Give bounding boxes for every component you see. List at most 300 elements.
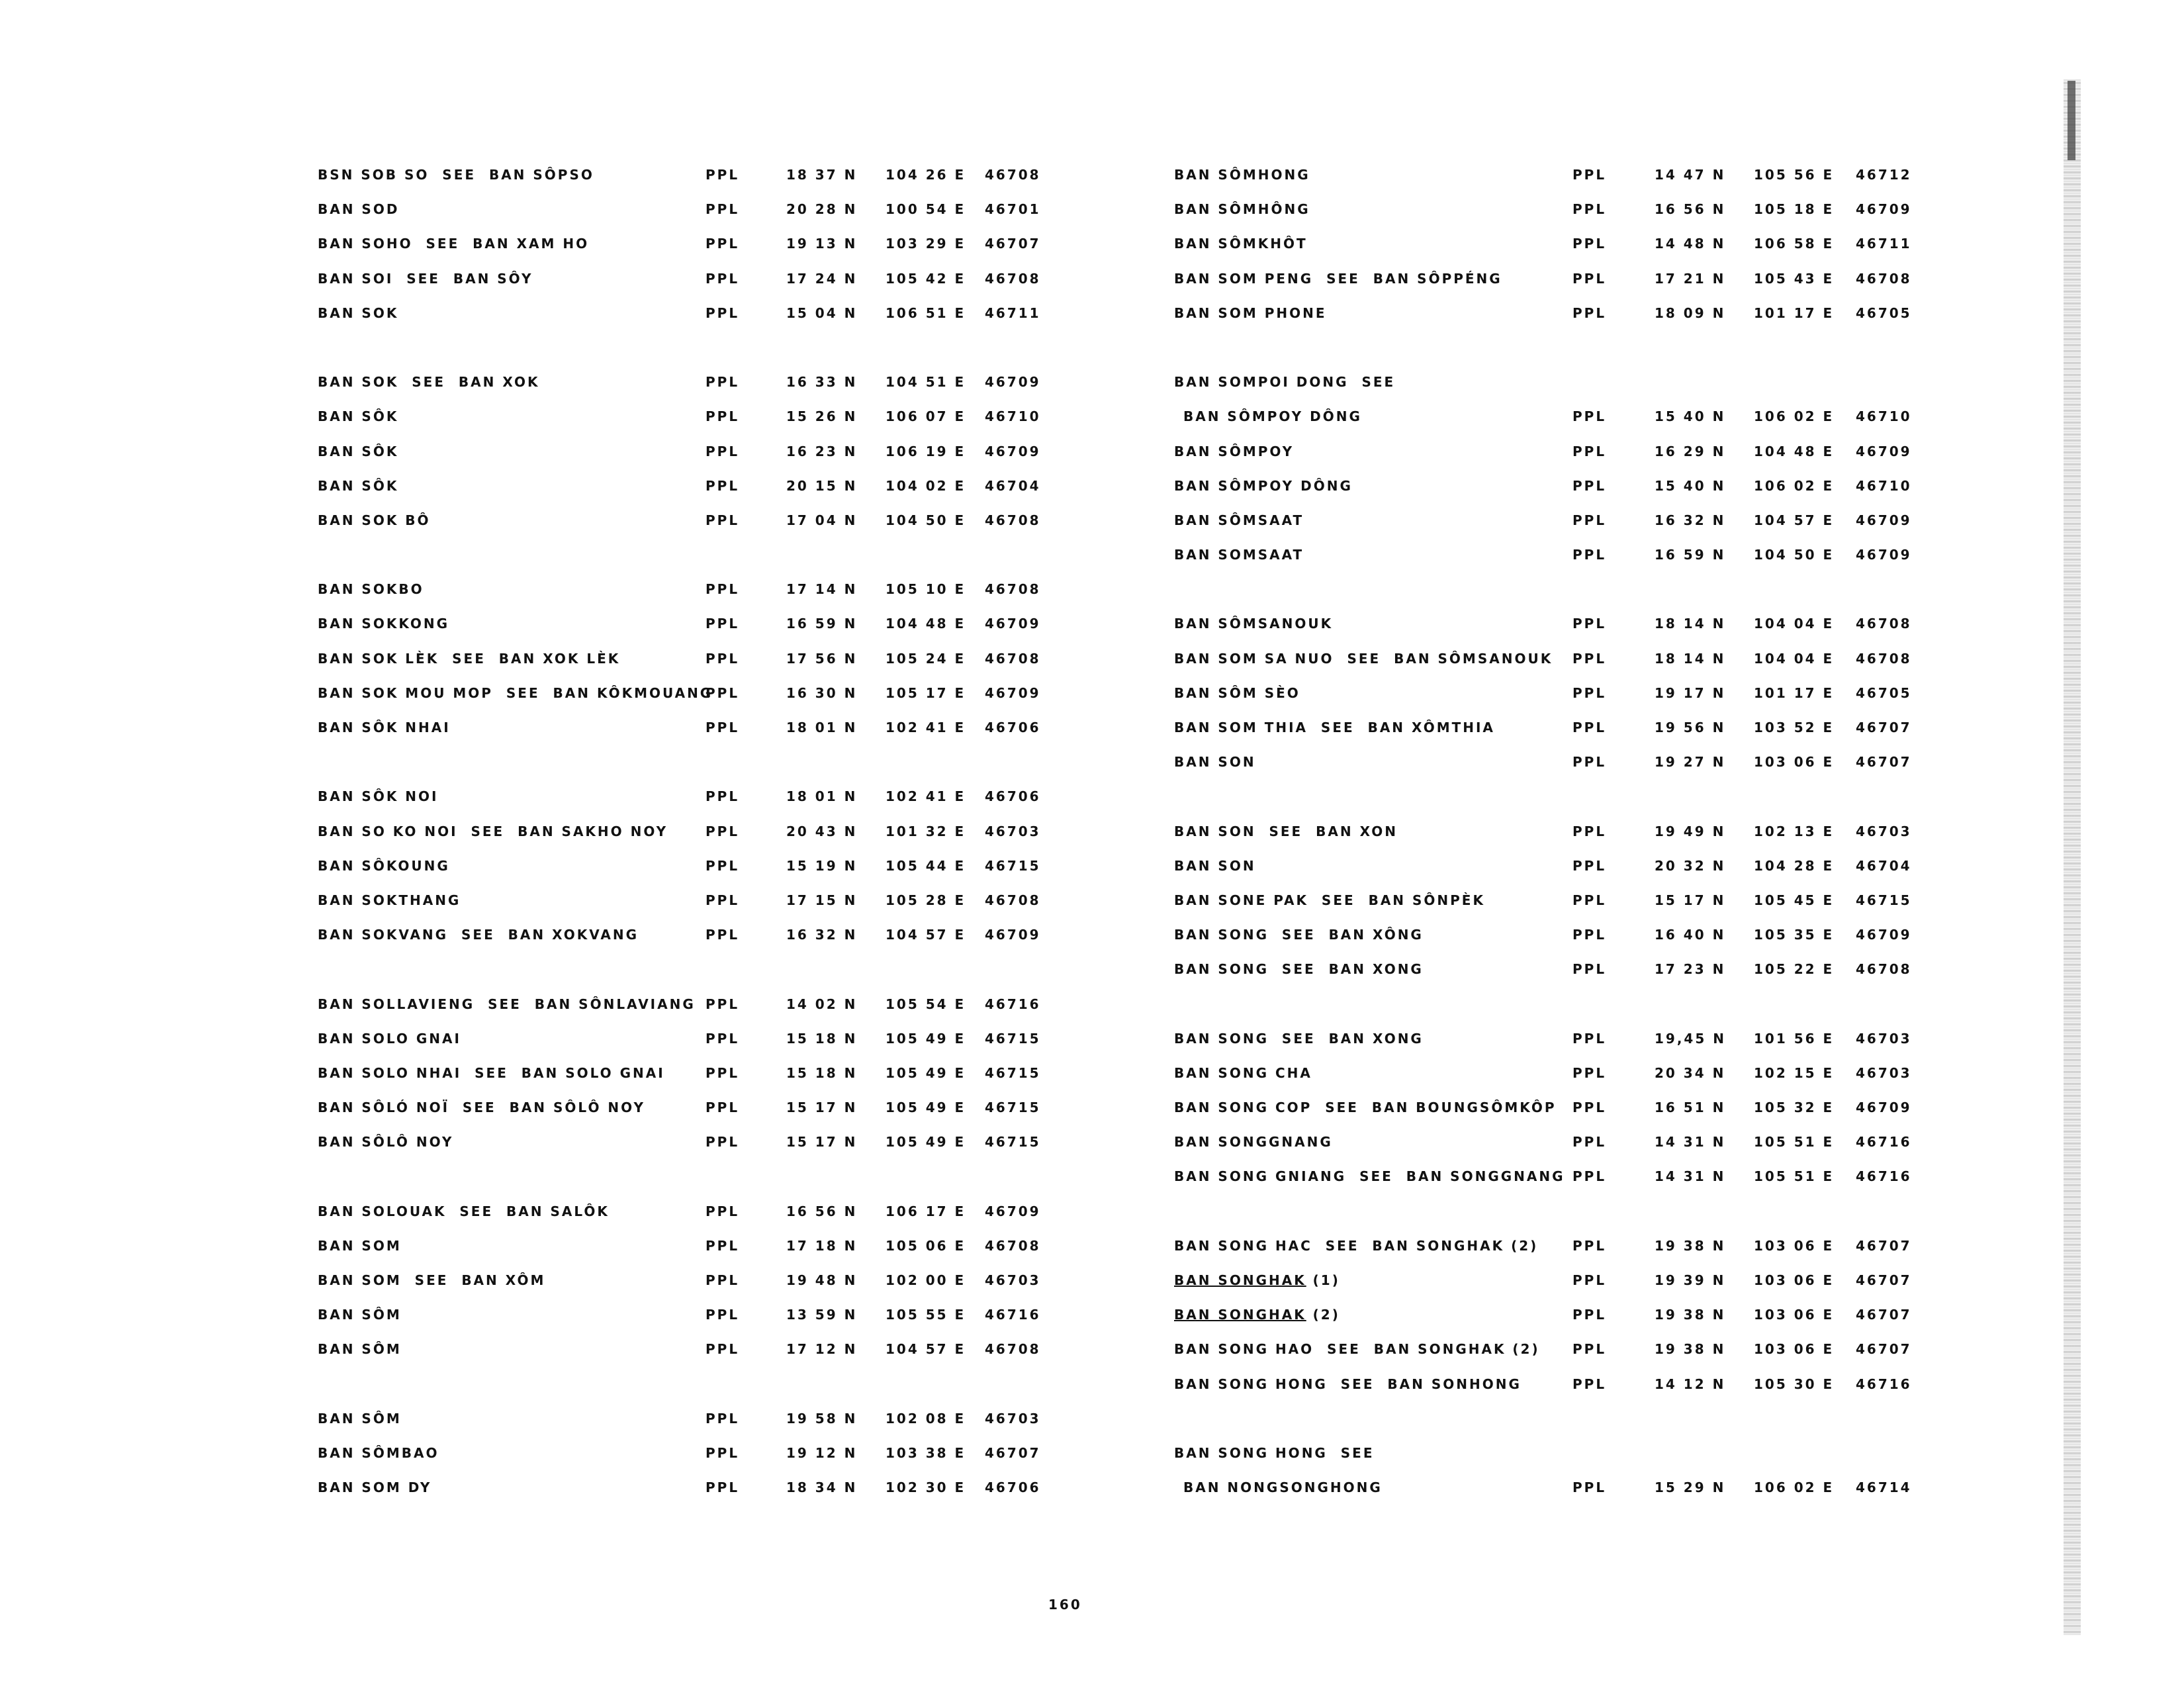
entry-latitude: 15 04 N: [786, 305, 858, 321]
entry-latitude: 18 14 N: [1655, 650, 1726, 667]
entry-longitude: 104 50 E: [886, 512, 966, 528]
entry-name: BAN SONG HONG SEE: [1174, 1444, 1375, 1461]
entry-longitude: 105 24 E: [886, 650, 966, 667]
entry-class: PPL: [1572, 1134, 1607, 1150]
entry-class: PPL: [705, 1237, 740, 1254]
entry-map-sheet: 46708: [985, 1237, 1041, 1254]
entry-map-sheet: 46708: [985, 512, 1041, 528]
entry-map-sheet: 46711: [985, 305, 1041, 321]
entry-map-sheet: 46708: [985, 892, 1041, 908]
entry-map-sheet: 46709: [985, 1203, 1041, 1219]
entry-class: PPL: [705, 927, 740, 943]
gazetteer-entry: [318, 576, 1059, 610]
gazetteer-entry: [318, 369, 1059, 403]
scan-edge-dark-mark: [2068, 81, 2075, 160]
entry-latitude: 14 47 N: [1655, 167, 1726, 183]
entry-map-sheet: 46715: [985, 1134, 1041, 1150]
entry-map-sheet: 46710: [985, 408, 1041, 425]
entry-class: PPL: [1572, 547, 1607, 563]
entry-latitude: 20 32 N: [1655, 857, 1726, 874]
entry-latitude: 18 37 N: [786, 167, 858, 183]
entry-class: PPL: [705, 857, 740, 874]
entry-longitude: 102 00 E: [886, 1272, 966, 1288]
gazetteer-entry: [318, 1233, 1059, 1267]
entry-latitude: 15 18 N: [786, 1064, 858, 1081]
gazetteer-entry: [318, 230, 1059, 265]
entry-longitude: 103 06 E: [1754, 754, 1835, 771]
entry-latitude: 16 51 N: [1655, 1100, 1726, 1116]
entry-map-sheet: 46709: [1856, 512, 1912, 528]
entry-class: PPL: [705, 374, 740, 391]
entry-class: PPL: [705, 1100, 740, 1116]
entry-latitude: 18 01 N: [786, 720, 858, 735]
entry-class: PPL: [705, 1134, 740, 1150]
gazetteer-entry: [1174, 162, 1948, 196]
entry-latitude: 16 33 N: [786, 374, 858, 391]
entry-map-sheet: 46708: [985, 167, 1041, 183]
entry-map-sheet: 46707: [1856, 754, 1912, 771]
entry-latitude: 20 28 N: [786, 201, 858, 218]
entry-latitude: 19 38 N: [1655, 1341, 1726, 1358]
entry-name: BAN SOLO NHAI SEE BAN SOLO GNAI: [318, 1064, 665, 1081]
entry-class: PPL: [1572, 443, 1607, 459]
entry-name: BAN SONG CHA: [1174, 1064, 1312, 1081]
entry-name: BAN SÔMPOY DÔNG: [1183, 408, 1362, 425]
entry-map-sheet: 46707: [985, 1444, 1041, 1461]
entry-map-sheet: 46716: [1856, 1134, 1912, 1150]
entry-longitude: 102 41 E: [886, 788, 966, 805]
entry-name: BAN SONGHAK (2): [1174, 1307, 1340, 1323]
entry-spacer: [1174, 783, 1948, 818]
entry-class: PPL: [1572, 1237, 1607, 1254]
entry-name: BAN SÔMHONG: [1174, 167, 1310, 183]
entry-class: PPL: [1572, 754, 1607, 771]
entry-spacer: [1174, 1405, 1948, 1440]
entry-class: PPL: [705, 1203, 740, 1219]
entry-longitude: 105 06 E: [886, 1237, 966, 1254]
entry-class: PPL: [705, 1479, 740, 1496]
entry-longitude: 106 02 E: [1754, 477, 1835, 494]
entry-map-sheet: 46716: [1856, 1376, 1912, 1392]
entry-class: PPL: [705, 408, 740, 425]
entry-class: PPL: [705, 788, 740, 805]
entry-latitude: 14 31 N: [1655, 1168, 1726, 1185]
entry-class: PPL: [705, 236, 740, 252]
entry-latitude: 18 14 N: [1655, 616, 1726, 632]
entry-map-sheet: 46708: [1856, 961, 1912, 978]
entry-longitude: 104 57 E: [886, 1341, 966, 1358]
gazetteer-entry: [1174, 1094, 1948, 1129]
entry-latitude: 15 40 N: [1655, 477, 1726, 494]
entry-spacer: [318, 541, 1059, 576]
entry-longitude: 106 58 E: [1754, 236, 1835, 252]
entry-latitude: 19 58 N: [786, 1410, 858, 1427]
gazetteer-entry: [1174, 1060, 1948, 1094]
entry-longitude: 105 54 E: [886, 996, 966, 1012]
entry-longitude: 104 02 E: [886, 477, 966, 494]
entry-class: PPL: [1572, 201, 1607, 218]
entry-map-sheet: 46708: [985, 650, 1041, 667]
entry-longitude: 102 08 E: [886, 1410, 966, 1427]
gazetteer-entry: [318, 300, 1059, 334]
entry-name: BAN SONGHAK (1): [1174, 1272, 1340, 1288]
entry-class: PPL: [1572, 477, 1607, 494]
entry-class: PPL: [705, 1272, 740, 1288]
entry-class: PPL: [705, 823, 740, 839]
entry-latitude: 19 38 N: [1655, 1237, 1726, 1254]
gazetteer-entry: [1174, 1267, 1948, 1301]
gazetteer-entry: [318, 991, 1059, 1025]
entry-latitude: 17 23 N: [1655, 961, 1726, 978]
entry-latitude: 16 59 N: [786, 616, 858, 632]
entry-class: PPL: [1572, 1272, 1607, 1288]
entry-map-sheet: 46714: [1856, 1479, 1912, 1496]
entry-longitude: 102 15 E: [1754, 1064, 1835, 1081]
entry-name: BAN SOK LÈK SEE BAN XOK LÈK: [318, 650, 621, 667]
entry-longitude: 103 38 E: [886, 1444, 966, 1461]
entry-class: PPL: [1572, 616, 1607, 632]
entry-latitude: 15 26 N: [786, 408, 858, 425]
entry-class: PPL: [1572, 270, 1607, 287]
entry-map-sheet: 46704: [985, 477, 1041, 494]
entry-map-sheet: 46709: [1856, 547, 1912, 563]
entry-name: BAN SONGGNANG: [1174, 1134, 1333, 1150]
entry-class: PPL: [1572, 684, 1607, 701]
gazetteer-entry: [1174, 473, 1948, 507]
right-column: [1174, 162, 1948, 1509]
entry-name: BAN SÔK NHAI: [318, 720, 451, 735]
entry-latitude: 18 01 N: [786, 788, 858, 805]
page-number: 160: [1048, 1597, 1082, 1613]
entry-class: PPL: [1572, 1479, 1607, 1496]
entry-longitude: 105 28 E: [886, 892, 966, 908]
entry-class: PPL: [705, 720, 740, 735]
entry-longitude: 105 55 E: [886, 1307, 966, 1323]
entry-name: BAN SOKBO: [318, 581, 424, 598]
entry-class: PPL: [1572, 1064, 1607, 1081]
gazetteer-entry: [318, 403, 1059, 438]
entry-class: PPL: [705, 1307, 740, 1323]
entry-longitude: 105 56 E: [1754, 167, 1835, 183]
gazetteer-entry: [318, 1198, 1059, 1233]
entry-class: PPL: [705, 167, 740, 183]
entry-map-sheet: 46706: [985, 788, 1041, 805]
entry-latitude: 17 56 N: [786, 650, 858, 667]
entry-map-sheet: 46710: [1856, 408, 1912, 425]
entry-latitude: 20 15 N: [786, 477, 858, 494]
entry-longitude: 106 19 E: [886, 443, 966, 459]
entry-longitude: 105 35 E: [1754, 927, 1835, 943]
entry-latitude: 16 56 N: [1655, 201, 1726, 218]
gazetteer-entry: [1174, 1371, 1948, 1405]
entry-longitude: 100 54 E: [886, 201, 966, 218]
entry-name: BAN SONG HAO SEE BAN SONGHAK (2): [1174, 1341, 1540, 1358]
entry-map-sheet: 46709: [1856, 443, 1912, 459]
gazetteer-entry: [1174, 1163, 1948, 1197]
entry-latitude: 15 19 N: [786, 857, 858, 874]
entry-longitude: 104 48 E: [886, 616, 966, 632]
entry-latitude: 19 38 N: [1655, 1307, 1726, 1323]
entry-latitude: 19 12 N: [786, 1444, 858, 1461]
entry-latitude: 17 24 N: [786, 270, 858, 287]
entry-class: PPL: [705, 684, 740, 701]
entry-longitude: 105 51 E: [1754, 1134, 1835, 1150]
entry-latitude: 19 13 N: [786, 236, 858, 252]
gazetteer-entry: [1174, 680, 1948, 714]
entry-class: PPL: [705, 443, 740, 459]
entry-map-sheet: 46703: [1856, 1030, 1912, 1047]
entry-name: BAN SONG GNIANG SEE BAN SONGGNANG: [1174, 1168, 1565, 1185]
entry-latitude: 19 48 N: [786, 1272, 858, 1288]
gazetteer-entry: [1174, 1129, 1948, 1163]
gazetteer-entry: [1174, 507, 1948, 541]
entry-map-sheet: 46706: [985, 1479, 1041, 1496]
entry-longitude: 105 45 E: [1754, 892, 1835, 908]
left-column: [318, 162, 1059, 1509]
entry-longitude: 104 48 E: [1754, 443, 1835, 459]
entry-name: BAN SON: [1174, 754, 1256, 771]
entry-name: BAN SON SEE BAN XON: [1174, 823, 1398, 839]
entry-latitude: 17 12 N: [786, 1341, 858, 1358]
entry-class: PPL: [705, 512, 740, 528]
entry-spacer: [1174, 991, 1948, 1025]
entry-latitude: 16 30 N: [786, 684, 858, 701]
entry-map-sheet: 46705: [1856, 684, 1912, 701]
entry-name: BAN SOKTHANG: [318, 892, 461, 908]
entry-name: BAN SOMPOI DONG SEE: [1174, 374, 1396, 391]
entry-latitude: 19 27 N: [1655, 754, 1726, 771]
entry-latitude: 13 59 N: [786, 1307, 858, 1323]
entry-name: BAN SÔMBAO: [318, 1444, 439, 1461]
gazetteer-entry: [1174, 1440, 1948, 1474]
entry-name: BAN SOM SEE BAN XÔM: [318, 1272, 546, 1288]
entry-latitude: 16 40 N: [1655, 927, 1726, 943]
gazetteer-entry: [1174, 645, 1948, 680]
gazetteer-entry: [1174, 438, 1948, 473]
entry-latitude: 14 48 N: [1655, 236, 1726, 252]
entry-class: PPL: [1572, 1030, 1607, 1047]
entry-name: BAN SÔM: [318, 1410, 402, 1427]
entry-name: BAN SÔM SÈO: [1174, 684, 1300, 701]
entry-class: PPL: [1572, 1376, 1607, 1392]
entry-map-sheet: 46707: [1856, 1237, 1912, 1254]
entry-map-sheet: 46716: [1856, 1168, 1912, 1185]
gazetteer-entry: [1174, 610, 1948, 645]
entry-name: BAN SON: [1174, 857, 1256, 874]
entry-map-sheet: 46704: [1856, 857, 1912, 874]
entry-map-sheet: 46710: [1856, 477, 1912, 494]
entry-longitude: 105 17 E: [886, 684, 966, 701]
entry-name: BAN SONG SEE BAN XÔNG: [1174, 927, 1424, 943]
entry-spacer: [318, 1371, 1059, 1405]
entry-latitude: 15 40 N: [1655, 408, 1726, 425]
gazetteer-entry: [318, 783, 1059, 818]
entry-longitude: 105 43 E: [1754, 270, 1835, 287]
entry-map-sheet: 46706: [985, 720, 1041, 735]
entry-map-sheet: 46709: [985, 927, 1041, 943]
entry-class: PPL: [705, 477, 740, 494]
gazetteer-entry: [318, 1094, 1059, 1129]
entry-latitude: 16 56 N: [786, 1203, 858, 1219]
entry-name: BAN SOLLAVIENG SEE BAN SÔNLAVIANG: [318, 996, 696, 1012]
entry-class: PPL: [705, 305, 740, 321]
gazetteer-entry: [1174, 403, 1948, 438]
entry-longitude: 101 17 E: [1754, 684, 1835, 701]
entry-map-sheet: 46708: [985, 1341, 1041, 1358]
entry-spacer: [318, 749, 1059, 783]
entry-name: BAN SÔMHÔNG: [1174, 201, 1310, 218]
entry-name: BAN SONG HONG SEE BAN SONHONG: [1174, 1376, 1522, 1392]
entry-longitude: 104 04 E: [1754, 616, 1835, 632]
entry-class: PPL: [1572, 720, 1607, 735]
entry-class: PPL: [1572, 823, 1607, 839]
entry-class: PPL: [1572, 305, 1607, 321]
entry-name: BAN SÔMKHÔT: [1174, 236, 1308, 252]
gazetteer-entry: [318, 1060, 1059, 1094]
gazetteer-entry: [318, 1440, 1059, 1474]
entry-class: PPL: [1572, 857, 1607, 874]
gazetteer-entry: [1174, 369, 1948, 403]
entry-longitude: 105 51 E: [1754, 1168, 1835, 1185]
entry-class: PPL: [1572, 1100, 1607, 1116]
entry-latitude: 15 17 N: [786, 1100, 858, 1116]
gazetteer-entry: [1174, 541, 1948, 576]
entry-class: PPL: [705, 650, 740, 667]
entry-name: BAN SOM PENG SEE BAN SÔPPÉNG: [1174, 270, 1502, 287]
gazetteer-entry: [318, 1129, 1059, 1163]
entry-longitude: 105 10 E: [886, 581, 966, 598]
entry-name: BAN SOM DY: [318, 1479, 432, 1496]
entry-name: BAN SÔM: [318, 1307, 402, 1323]
entry-longitude: 103 52 E: [1754, 720, 1835, 735]
entry-longitude: 105 30 E: [1754, 1376, 1835, 1392]
gazetteer-entry: [318, 1301, 1059, 1336]
gazetteer-entry: [318, 853, 1059, 887]
entry-longitude: 105 44 E: [886, 857, 966, 874]
entry-longitude: 106 07 E: [886, 408, 966, 425]
entry-longitude: 101 32 E: [886, 823, 966, 839]
entry-name: BAN SÔKOUNG: [318, 857, 450, 874]
entry-latitude: 18 34 N: [786, 1479, 858, 1496]
entry-latitude: 14 02 N: [786, 996, 858, 1012]
entry-name: BAN SOHO SEE BAN XAM HO: [318, 236, 590, 252]
gazetteer-entry: [318, 1267, 1059, 1301]
entry-map-sheet: 46703: [1856, 823, 1912, 839]
entry-longitude: 106 51 E: [886, 305, 966, 321]
entry-name: BAN SONE PAK SEE BAN SÔNPÈK: [1174, 892, 1485, 908]
gazetteer-entry: [318, 1336, 1059, 1370]
entry-name: BAN SOK SEE BAN XOK: [318, 374, 540, 391]
entry-class: PPL: [1572, 892, 1607, 908]
entry-map-sheet: 46707: [1856, 1272, 1912, 1288]
entry-longitude: 105 22 E: [1754, 961, 1835, 978]
gazetteer-entry: [1174, 818, 1948, 853]
entry-longitude: 101 56 E: [1754, 1030, 1835, 1047]
gazetteer-entry: [1174, 887, 1948, 921]
entry-class: PPL: [1572, 167, 1607, 183]
gazetteer-entry: [318, 265, 1059, 300]
entry-longitude: 102 41 E: [886, 720, 966, 735]
entry-map-sheet: 46708: [1856, 650, 1912, 667]
entry-latitude: 16 29 N: [1655, 443, 1726, 459]
entry-class: PPL: [705, 1064, 740, 1081]
entry-name: BAN SOK BÔ: [318, 512, 431, 528]
entry-name: BAN SÔMPOY DÔNG: [1174, 477, 1353, 494]
entry-name: BAN SOK: [318, 305, 399, 321]
entry-longitude: 102 30 E: [886, 1479, 966, 1496]
entry-class: PPL: [705, 1410, 740, 1427]
gazetteer-entry: [318, 162, 1059, 196]
gazetteer-entry: [318, 818, 1059, 853]
entry-map-sheet: 46711: [1856, 236, 1912, 252]
underlined-name-part: BAN SONGHAK: [1174, 1272, 1306, 1288]
entry-latitude: 15 29 N: [1655, 1479, 1726, 1496]
entry-map-sheet: 46716: [985, 1307, 1041, 1323]
entry-class: PPL: [705, 1444, 740, 1461]
entry-map-sheet: 46705: [1856, 305, 1912, 321]
entry-name: BAN SOM: [318, 1237, 402, 1254]
entry-name: BAN SOM THIA SEE BAN XÔMTHIA: [1174, 720, 1495, 735]
gazetteer-entry: [318, 610, 1059, 645]
entry-map-sheet: 46715: [985, 1100, 1041, 1116]
gazetteer-entry: [1174, 714, 1948, 749]
gazetteer-entry: [318, 438, 1059, 473]
underlined-name-part: BAN SONGHAK: [1174, 1307, 1306, 1323]
entry-longitude: 105 32 E: [1754, 1100, 1835, 1116]
gazetteer-entry: [318, 507, 1059, 541]
gazetteer-entry: [318, 196, 1059, 230]
entry-map-sheet: 46716: [985, 996, 1041, 1012]
entry-map-sheet: 46708: [985, 581, 1041, 598]
entry-name: BAN SOKVANG SEE BAN XOKVANG: [318, 927, 639, 943]
entry-map-sheet: 46715: [985, 1030, 1041, 1047]
entry-longitude: 106 02 E: [1754, 408, 1835, 425]
entry-class: PPL: [1572, 650, 1607, 667]
entry-name: BAN SOK MOU MOP SEE BAN KÔKMOUANG: [318, 684, 713, 701]
entry-name: BAN SÔK: [318, 443, 399, 459]
entry-latitude: 17 15 N: [786, 892, 858, 908]
entry-map-sheet: 46709: [985, 443, 1041, 459]
entry-longitude: 106 02 E: [1754, 1479, 1835, 1496]
entry-latitude: 15 18 N: [786, 1030, 858, 1047]
entry-map-sheet: 46707: [1856, 1341, 1912, 1358]
entry-map-sheet: 46709: [1856, 201, 1912, 218]
entry-latitude: 18 09 N: [1655, 305, 1726, 321]
entry-latitude: 19 49 N: [1655, 823, 1726, 839]
entry-map-sheet: 46709: [985, 374, 1041, 391]
entry-map-sheet: 46715: [1856, 892, 1912, 908]
entry-latitude: 15 17 N: [1655, 892, 1726, 908]
entry-map-sheet: 46715: [985, 857, 1041, 874]
entry-class: PPL: [705, 270, 740, 287]
gazetteer-entry: [318, 1405, 1059, 1440]
entry-longitude: 104 04 E: [1754, 650, 1835, 667]
entry-map-sheet: 46708: [985, 270, 1041, 287]
gazetteer-entry: [1174, 1233, 1948, 1267]
gazetteer-entry: [1174, 1025, 1948, 1060]
entry-spacer: [1174, 334, 1948, 369]
entry-map-sheet: 46703: [985, 1272, 1041, 1288]
entry-longitude: 104 50 E: [1754, 547, 1835, 563]
entry-class: PPL: [705, 892, 740, 908]
entry-longitude: 104 26 E: [886, 167, 966, 183]
gazetteer-entry: [318, 680, 1059, 714]
entry-name: BAN NONGSONGHONG: [1183, 1479, 1383, 1496]
entry-longitude: 102 13 E: [1754, 823, 1835, 839]
gazetteer-entry: [318, 887, 1059, 921]
entry-class: PPL: [1572, 927, 1607, 943]
entry-longitude: 105 49 E: [886, 1134, 966, 1150]
